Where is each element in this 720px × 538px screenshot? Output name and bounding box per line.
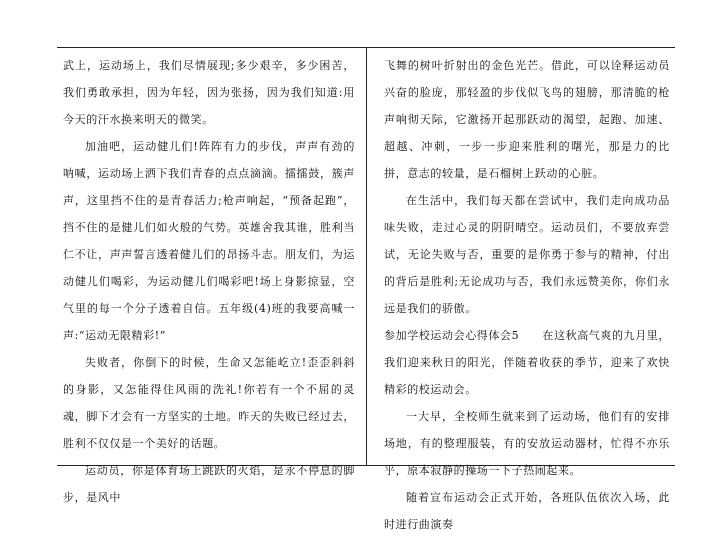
paragraph: 运动员，你是体育场上跳跃的火焰，是永不停息的脚步，是风中 (63, 464, 355, 504)
right-column (384, 52, 670, 538)
paragraph: 武上，运动场上，我们尽情展现;多少艰辛，多少困苦，我们勇敢承担，因为年轻，因为张扬，因为我们知道:用今天的汗水换来明天的微笑。 (63, 59, 355, 126)
column-divider (366, 47, 367, 466)
paragraph: 飞舞的树叶折射出的金色光芒。借此，可以诠释运动员兴奋的脸庞，那轻盈的步伐似飞鸟的翅膀，那清脆的枪声响彻天际，它激扬开起那跃动的渴望，起跑、加速、超越、冲刺，一步一步迎来胜利的曙光，那是力的比拼，意志的较量，是石榴树上跃动的心脏。 (384, 59, 670, 180)
paragraph: 一大早，全校师生就来到了运动场，他们有的安排场地，有的整理服装，有的安放运动器材，忙得不亦乐乎，原本寂静的操场一下子热闹起来。 (384, 410, 670, 477)
paragraph: 失败者，你倒下的时候，生命又怎能屹立!歪歪斜斜的身影，又怎能得住风雨的洗礼!你若有一个不屈的灵魂，脚下才会有一方坚实的土地。昨天的失败已经过去，胜利不仅仅是一个美好的话题。 (63, 356, 355, 450)
paragraph: 在生活中，我们每天都在尝试中，我们走向成功品味失败，走过心灵的阴阴晴空。运动员们，不要放弃尝试，无论失败与否，重要的是你勇于参与的精神，付出的背后是胜利;无论成功与否，我们永远赞美你，你们永远是我们的骄傲。 (384, 194, 670, 315)
section-heading-paragraph: 参加学校运动会心得体会5 在这秋高气爽的九月里，我们迎来秋日的阳光，伴随着收获的季节，迎来了欢快精彩的校运动会。 (384, 329, 670, 396)
paragraph: 随着宣布运动会正式开始，各班队伍依次入场，此时进行曲演奏 (384, 491, 670, 531)
paragraph: 加油吧，运动健儿们!阵阵有力的步伐，声声有劲的呐喊，运动场上洒下我们青春的点点滴滴。擂擂鼓，簇声声，这里挡不住的是青春活力;枪声响起，“预备起跑”，挡不住的是健儿们如火般的气势。英雄舍我其谁，胜利当仁不让，声声誓言透着健儿们的昂扬斗志。朋友们，为运动健儿们喝彩，为运动健儿们喝彩吧!场上身影掠显，空气里的每一个分子透着自信。五年级(4)班的我要高喊一声:“运动无限精彩!” (63, 140, 355, 342)
left-column (63, 52, 355, 511)
